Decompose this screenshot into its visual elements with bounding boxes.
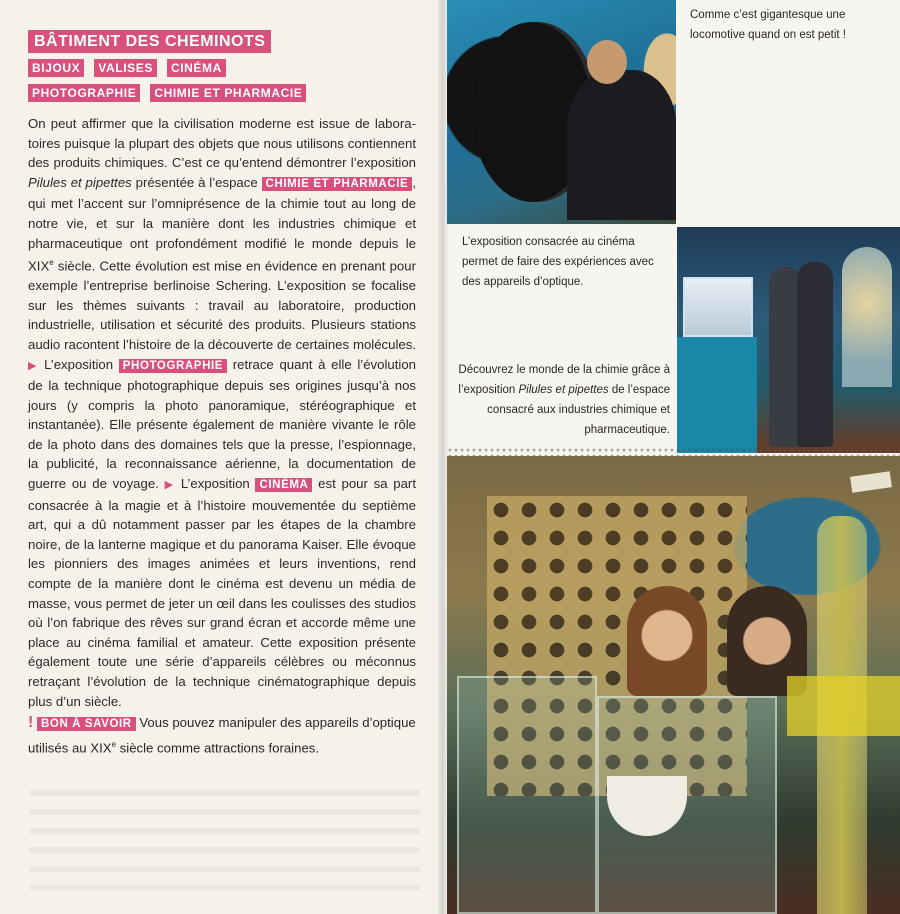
photo-visitor [797,262,833,447]
arrow-icon: ▶ [164,479,176,492]
caption-chimie [452,360,670,440]
tag-row-2 [28,84,416,102]
photo-archway [842,247,892,387]
good-to-know-label: BON À SAVOIR [37,717,136,731]
tag-chimie-pharmacie: CHIMIE ET PHARMACIE [150,84,306,102]
tip-text-2: siècle comme attractions foraines. [116,740,320,756]
body-text-7: L’exposition [175,476,256,492]
caption-chimie-text-1: Découvrez le monde de la chimie grâce à l’exposition [458,364,670,396]
body-paragraph [28,114,416,711]
dotted-divider [447,447,900,456]
photo-glass-case [457,676,597,914]
photo-person-head [587,40,627,84]
body-text-3: , qui met l’accent sur l’omniprésence de la chimie tout au long de notre vie, et sur la manière dont les industries chimique et pharmaceutique ont profondément modifié le monde depuis le XIX [28,174,416,274]
body-text-2: présentée à l’espace [131,174,262,190]
photo-yellow-liquid [787,676,900,736]
section-heading: BÂTIMENT DES CHEMINOTS [28,30,271,53]
exhibition-title: Pilules et pipettes [28,174,132,190]
photo-cinema-visitors [677,227,900,453]
photo-case-base [677,337,757,453]
photo-person-body [567,70,676,220]
show-through-text [30,790,420,890]
photo-girl [627,586,707,696]
photo-label-tag [850,471,892,492]
tag-valises: VALISES [94,59,157,77]
caption-locomotive: Comme c’est gigantesque une locomotive quand on est petit ! [690,9,846,41]
body-text-6: retrace quant à elle l’évolution de la technique photographique depuis ses origines jusqu’à nos jours (y compris la photo panoramique, stéréographique et instantanée). Elle présente également de manière vivante le rôle de la photo dans des domaines tels que la presse, l’espionnage, la publicité, la reconnaissance aérienne, la documentation de guerre ou de voyage. [28,356,416,492]
arrow-icon: ▶ [28,359,39,372]
photo-chemistry-lab [447,456,900,914]
caption-chimie-text-2: de l’espace consacré aux industries chimique et pharmaceutique. [487,384,670,436]
caption-cinema: L’exposition consacrée au cinéma permet de faire des expériences avec des appareils d’optique. [462,236,654,288]
photo-display-case [683,277,753,337]
tip-text-1: Vous pouvez manipuler des appareils d’optique utilisés au XIX [28,715,416,756]
inline-tag-cinema: CINÉMA [255,478,312,492]
exclamation-icon: ! [28,714,34,732]
inline-tag-chimie: CHIMIE ET PHARMACIE [262,177,413,191]
inline-tag-photographie: PHOTOGRAPHIE [119,359,227,373]
good-to-know [28,713,416,758]
caption-exhibition-title: Pilules et pipettes [518,384,609,396]
tag-cinema: CINÉMA [167,59,226,77]
body-text-1: On peut affirmer que la civilisation moderne est issue de laboratoires puisque la plupart des objets que nous utilisons contiennent des produits chimiques. C’est ce qu’entend démontrer l’exposition [28,116,416,171]
tag-photographie: PHOTOGRAPHIE [28,84,140,102]
tag-row-1 [28,59,416,77]
tag-bijoux: BIJOUX [28,59,84,77]
superscript: e [49,258,54,268]
body-text-4: siècle. Cette évolution est mise en évidence en prenant pour exemple l’entreprise berlinoise Schering. L’exposition se focalise sur les thèmes suivants : travail au laboratoire, production industrielle, utilisation et sécurité des produits. Plusieurs stations audio racontent l’histoire de la découverte de certaines molécules. [28,258,416,352]
article [28,30,416,758]
superscript: e [111,739,117,749]
body-text-8: est pour sa part consacrée à la magie et à l’histoire mouvementée du septième art, qui a dû notamment passer par les étapes de la chambre noire, de la lanterne magique et du panorama Kaiser. Elle évoque les pionniers des images animées et leurs inventions, rend compte de la manière dont le cinéma est devenu un média de masse, vous permet de jeter un œil dans les coulisses des studios où l’on fabrique des rêves sur grand écran et accorde même une place au cinéma familial et amateur. Cette exposition présente également toute une série d’appareils célèbres ou méconnus retraçant l’évolution de la technique cinématographique depuis plus d’un siècle. [28,476,416,709]
photo-optical-disc [447,0,676,224]
body-text-5: L’exposition [38,356,119,372]
